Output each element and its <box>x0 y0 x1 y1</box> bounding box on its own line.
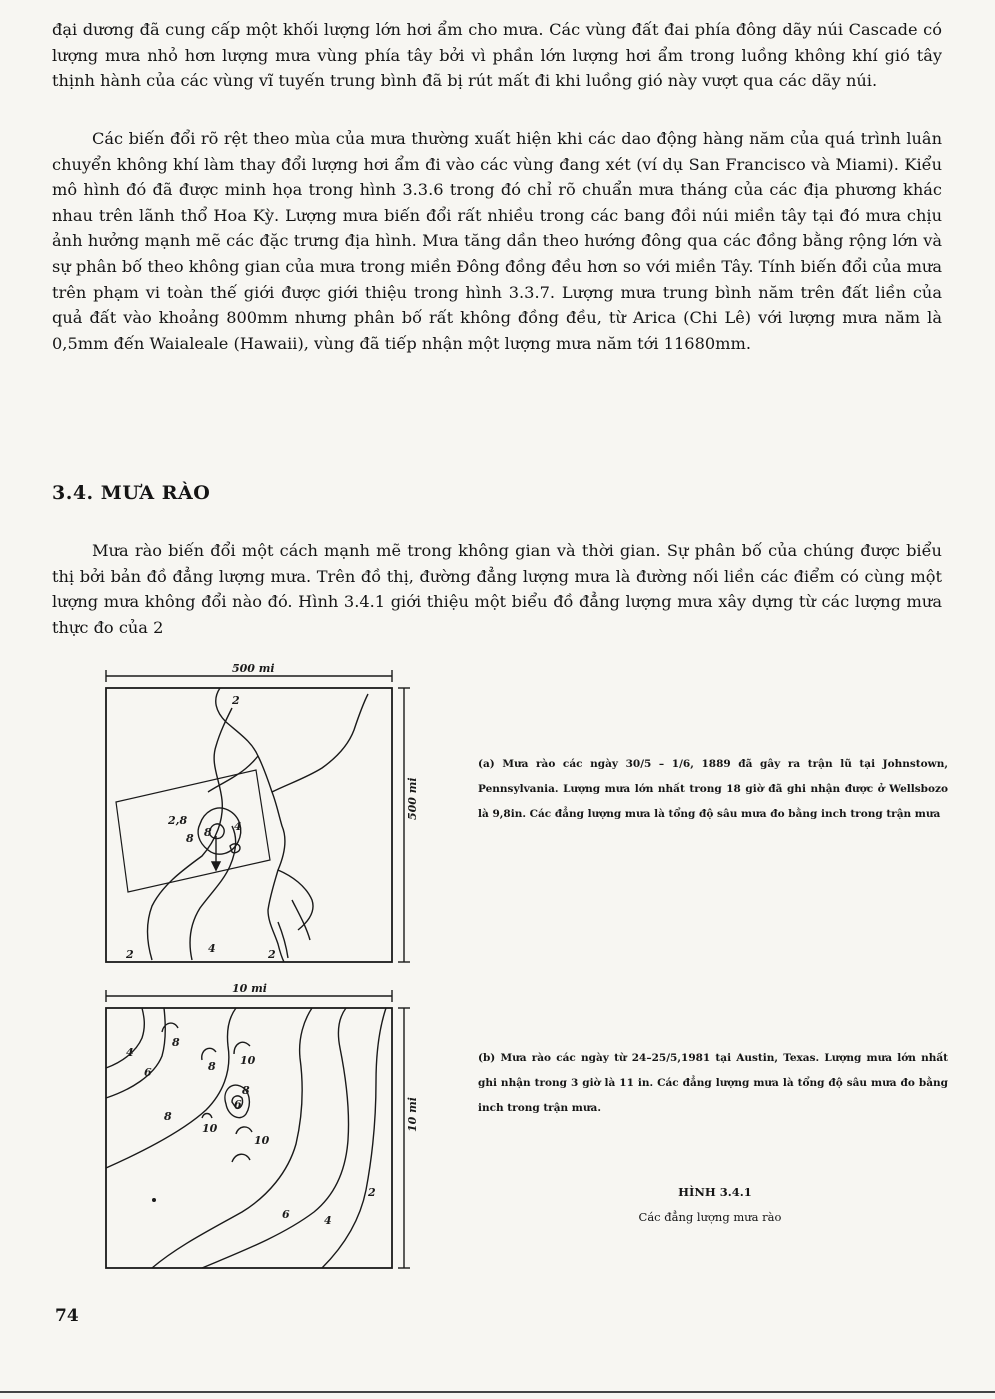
contour-label: 6 <box>144 1066 152 1079</box>
contour-label: 8 <box>242 1084 250 1097</box>
station-dot <box>152 1198 156 1202</box>
contour-label: 2 <box>232 694 240 707</box>
paragraph-1: đại dương đã cung cấp một khối lượng lớn hơi ẩm cho mưa. Các vùng đất đai phía đông dãy núi Cascade có lượng mưa nhỏ hơn lượng mưa vùng phía tây bởi vì phần lớn lượng hơi ẩm trong luồng không khí gió tây thịnh hành của các vùng vĩ tuyến trung bình đã bị rút mất đi khi luồng gió này vượt qua các dãy núi. <box>52 20 942 91</box>
caption-b: (b) Mưa rào các ngày từ 24–25/5,1981 tại Austin, Texas. Lượng mưa lớn nhất ghi nhận trong 3 giờ là 11 in. Các đẳng lượng mưa là tổng độ sâu mưa đo bằng inch trong trận mưa. <box>478 1052 948 1114</box>
contour-label: 2 <box>126 948 134 961</box>
isohyet-map-a <box>92 660 422 972</box>
contour-label: 10 <box>254 1134 270 1147</box>
contour-label: 10 <box>240 1054 256 1067</box>
page-number: 74 <box>55 1306 79 1326</box>
contour-label: 10 <box>202 1122 218 1135</box>
contour-label: 4 <box>234 820 242 833</box>
contour-label: 2 <box>268 948 276 961</box>
isohyet-map-b <box>92 982 422 1272</box>
figure-subtitle: Các đẳng lượng mưa rào <box>638 1210 782 1224</box>
contour-label: 4 <box>324 1214 332 1227</box>
scale-label-side-a: 500 mi <box>406 777 419 820</box>
figure-title: HÌNH 3.4.1 <box>678 1185 752 1199</box>
contour-label: 6 <box>282 1208 290 1221</box>
scale-label-side-b: 10 mi <box>406 1097 419 1132</box>
caption-a: (a) Mưa rào các ngày 30/5 – 1/6, 1889 đã gây ra trận lũ tại Johnstown, Pennsylvania. Lượng mưa lớn nhất trong 18 giờ đã ghi nhận được ở Wellsbozo là 9,8in. Các đẳng lượng mưa là tổng độ sâu mưa đo bằng inch trong trận mưa <box>478 758 948 820</box>
contour-label: 8 <box>204 826 212 839</box>
contour-label: 8 <box>172 1036 180 1049</box>
contour-label: 4 <box>126 1046 134 1059</box>
contour-label: 8 <box>208 1060 216 1073</box>
contour-label: 2,8 <box>168 814 188 827</box>
contour-label: 2 <box>368 1186 376 1199</box>
scale-label-top-a: 500 mi <box>232 662 275 675</box>
contour-label: 8 <box>164 1110 172 1123</box>
scale-label-top-b: 10 mi <box>232 982 267 995</box>
paragraph-3: Mưa rào biến đổi một cách mạnh mẽ trong không gian và thời gian. Sự phân bố của chúng được biểu thị bởi bản đồ đẳng lượng mưa. Trên đồ thị, đường đẳng lượng mưa là đường nối liền các điểm có cùng một lượng mưa không đổi nào đó. Hình 3.4.1 giới thiệu một biểu đồ đẳng lượng mưa xây dựng từ các lượng mưa thực đo của 2 <box>52 541 942 637</box>
paragraph-2: Các biến đổi rõ rệt theo mùa của mưa thường xuất hiện khi các dao động hàng năm của quá trình luân chuyển không khí làm thay đổi lượng hơi ẩm đi vào các vùng đang xét (ví dụ San Francisco và Miami). Kiểu mô hình đó đã được minh họa trong hình 3.3.6 trong đó chỉ rõ chuẩn mưa tháng của các địa phương khác nhau trên lãnh thổ Hoa Kỳ. Lượng mưa biến đổi rất nhiều trong các bang đồi núi miền tây tại đó mưa chịu ảnh hưởng mạnh mẽ các đặc trưng địa hình. Mưa tăng dần theo hướng đông qua các đồng bằng rộng lớn và sự phân bố theo không gian của mưa trong miền Đông đồng đều hơn so với miền Tây. Tính biến đổi của mưa trên phạm vi toàn thế giới được giới thiệu trong hình 3.3.7. Lượng mưa trung bình năm trên đất liền của quả đất vào khoảng 800mm nhưng phân bố rất không đồng đều, từ Arica (Chi Lê) với lượng mưa năm là 0,5mm đến Waialeale (Hawaii), vùng đã tiếp nhận một lượng mưa năm tới 11680mm. <box>52 129 942 353</box>
section-heading: 3.4. MƯA RÀO <box>52 482 211 504</box>
contour-label: 4 <box>208 942 216 955</box>
contour-label: 8 <box>186 832 194 845</box>
contour-label: 6 <box>234 1098 242 1111</box>
bottom-rule <box>0 1391 995 1393</box>
